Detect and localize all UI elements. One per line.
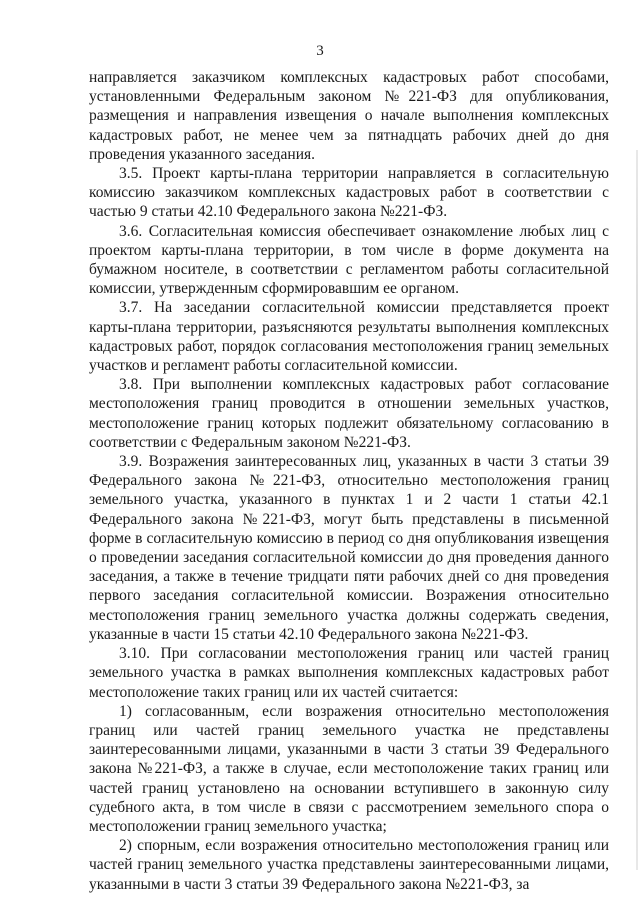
paragraph-3-8: 3.8. При выполнении комплексных кадастровых работ согласование местоположения границ проводится в отношении земельных участков, местоположение границ которых подлежит обязательному согласованию в соответствии с Федеральным законом №221-ФЗ. [89,376,609,451]
page-number: 3 [316,43,324,59]
paragraph-3-6: 3.6. Согласительная комиссия обеспечивает ознакомление любых лиц с проектом карты-плана территории, в том числе в форме документа на бумажном носителе, в соответствии с регламентом работы согласительной комиссии, утвержденным сформировавшим ее органом. [89,222,609,298]
document-body [89,68,609,894]
paragraph-3-5: 3.5. Проект карты-плана территории направляется в согласительную комиссию заказчиком комплексных кадастровых работ в соответствии с частью 9 статьи 42.10 Федерального закона №221-ФЗ. [89,165,609,221]
list-item-disputed: 2) спорным, если возражения относительно местоположения границ или частей границ земельного участка представлены заинтересованными лицами, указанными в части 3 статьи 39 Федерального закона №221-ФЗ, за [89,837,609,893]
paragraph-3-7: 3.7. На заседании согласительной комиссии представляется проект карты-плана территории, разъясняются результаты выполнения комплексных кадастровых работ, порядок согласования местоположения границ земельных участков и регламент работы согласительной комиссии. [89,299,609,375]
scan-edge-shadow [636,150,638,870]
list-item-agreed: 1) согласованным, если возражения относительно местоположения границ или частей границ земельного участка не представлены заинтересованными лицами, указанными в части 3 статьи 39 Федерального закона №221-ФЗ, а также в случае, если местоположение таких границ или частей границ установлено на основании вступившего в законную силу судебного акта, в том числе в связи с рассмотрением земельного спора о местоположении границ земельного участка; [89,702,609,835]
paragraph-continuation: направляется заказчиком комплексных кадастровых работ способами, установленными Федеральным законом №221-ФЗ для опубликования, размещения и направления извещения о начале выполнения комплексных кадастровых работ, не менее чем за пятнадцать рабочих дней до дня проведения указанного заседания. [89,69,609,163]
paragraph-3-10: 3.10. При согласовании местоположения границ или частей границ земельного участка в рамках выполнения комплексных кадастровых работ местоположение таких границ или их частей считается: [89,645,609,701]
paragraph-3-9: 3.9. Возражения заинтересованных лиц, указанных в части 3 статьи 39 Федерального закона №221-ФЗ, относительно местоположения границ земельного участка, указанного в пунктах 1 и 2 части 1 статьи 42.1 Федерального закона №221-ФЗ, могут быть представлены в письменной форме в согласительную комиссию в период со дня опубликования извещения о проведении заседания согласительной комиссии до дня проведения данного заседания, а также в течение тридцати пяти рабочих дней со дня проведения первого заседания согласительной комиссии. Возражения относительно местоположения границ земельного участка должны содержать сведения, указанные в части 15 статьи 42.10 Федерального закона №221-ФЗ. [89,453,609,643]
